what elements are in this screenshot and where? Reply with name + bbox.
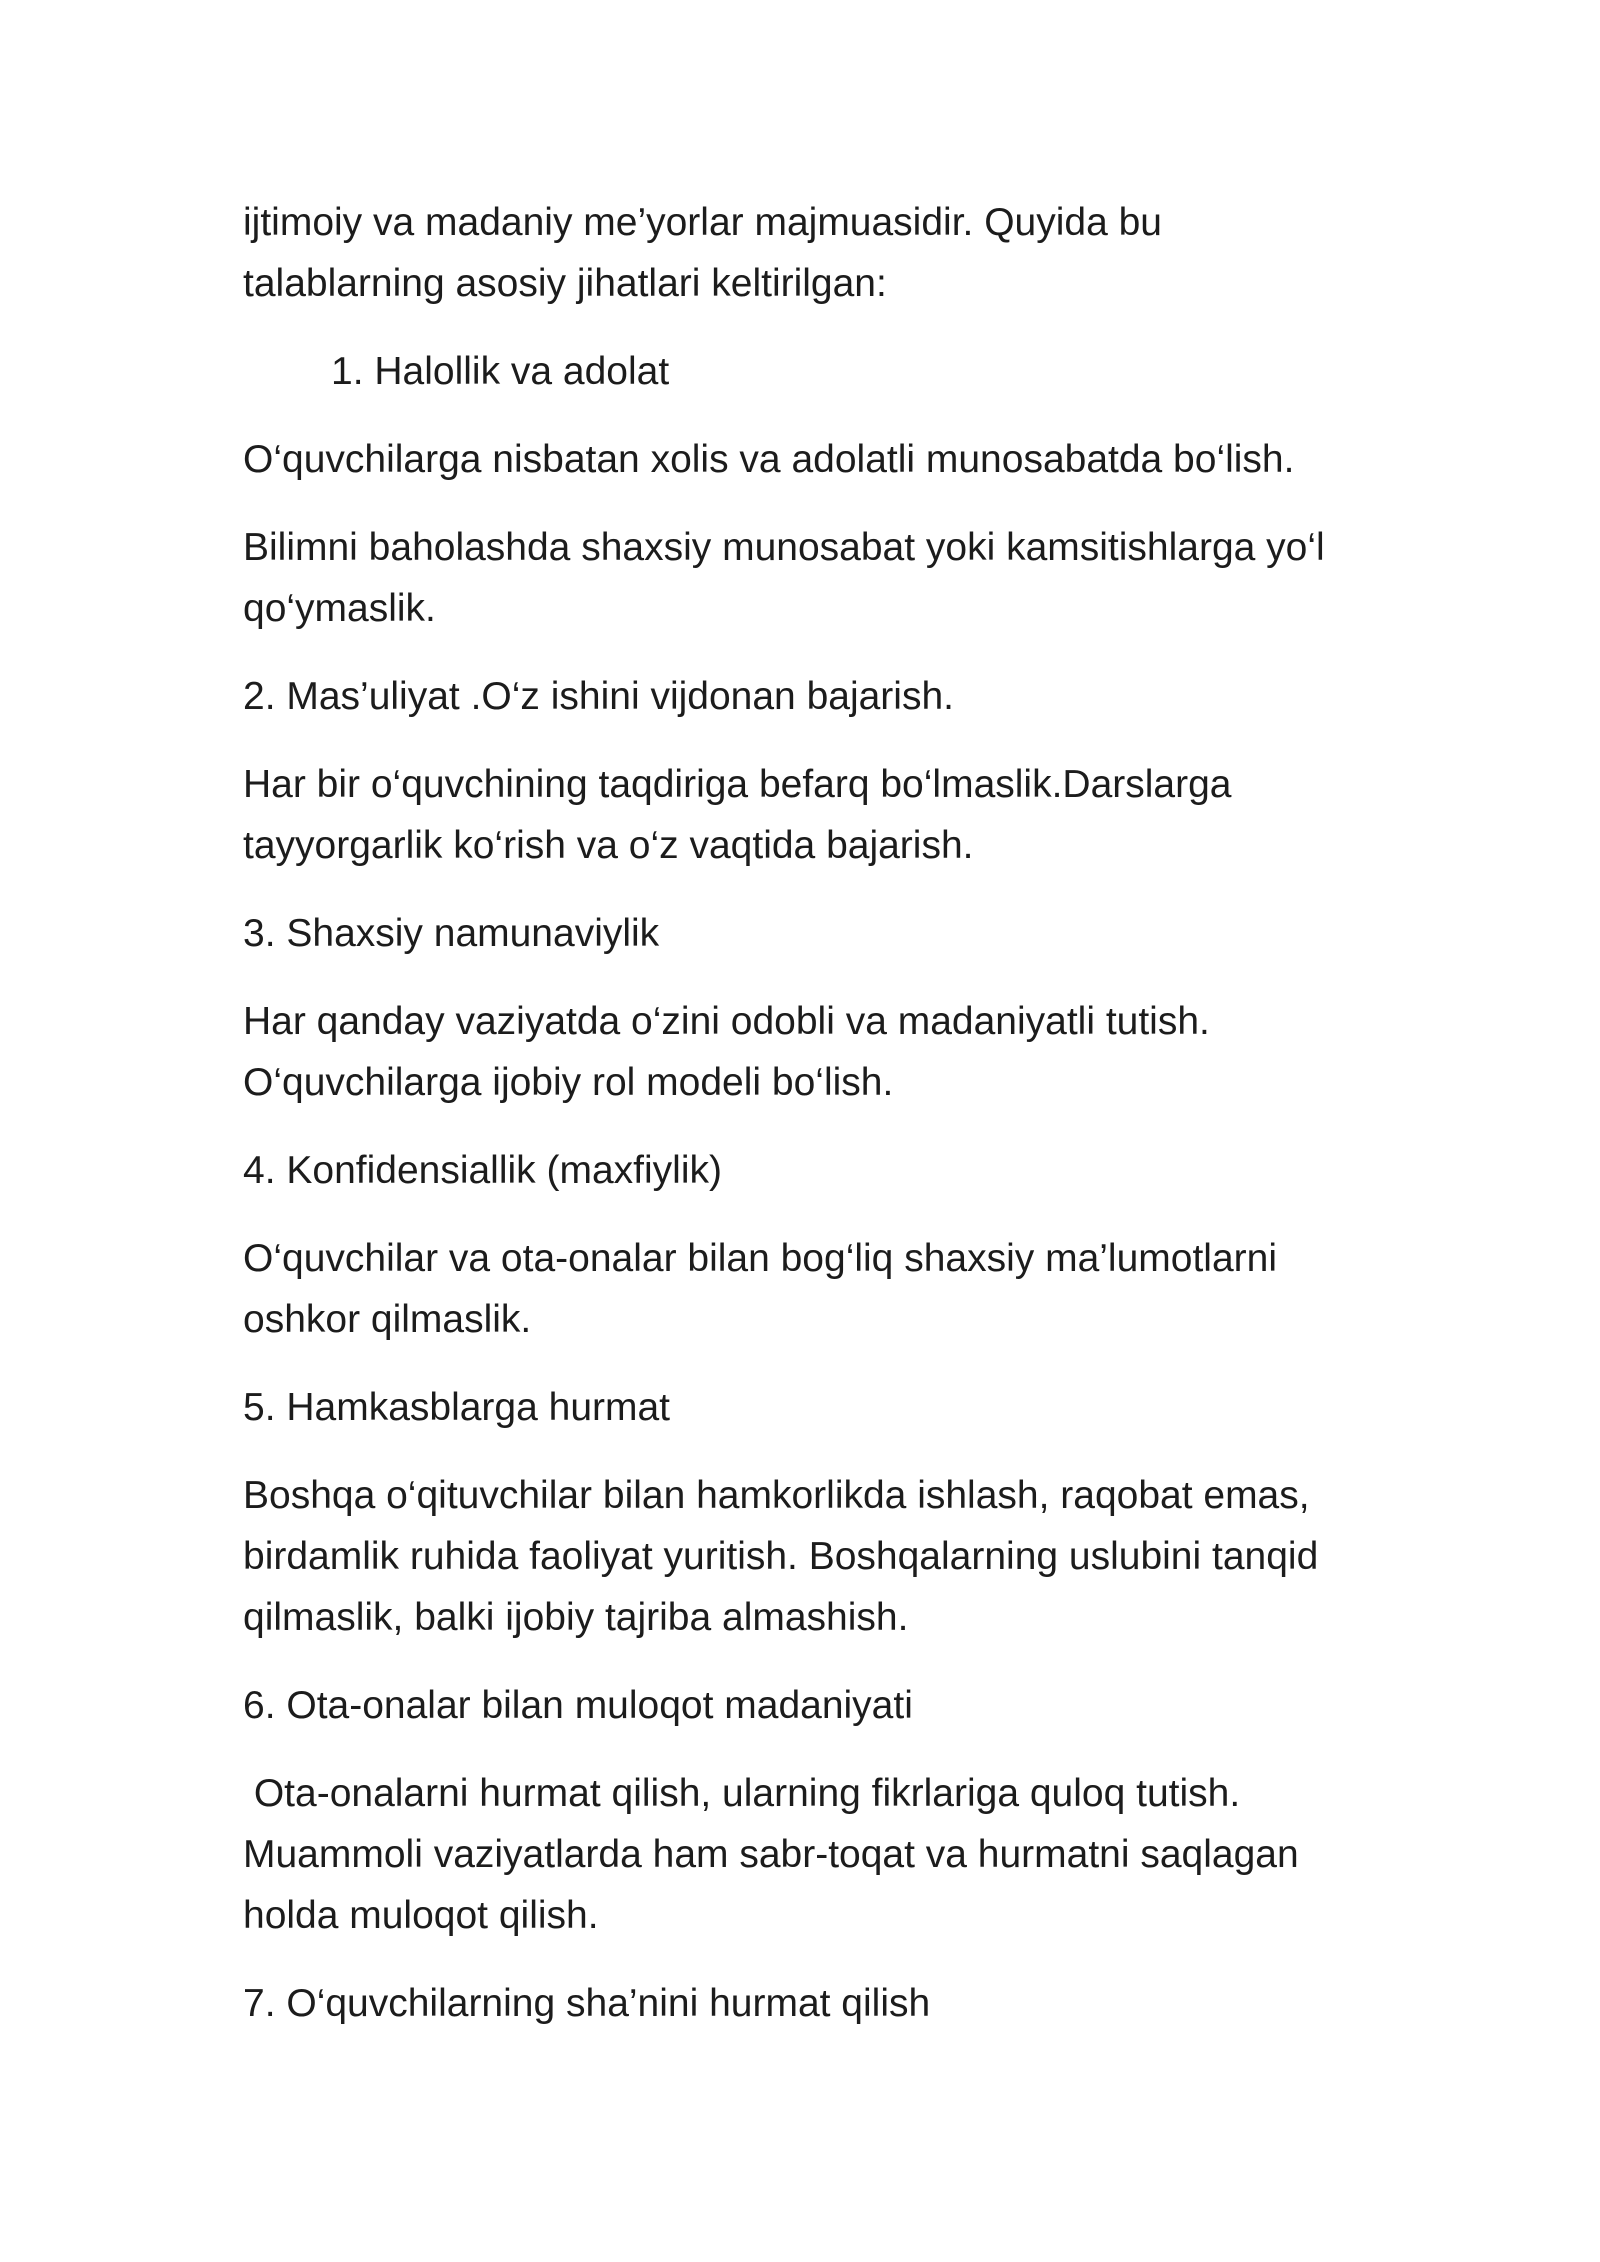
section-heading-2: 2. Mas’uliyat .O‘z ishini vijdonan bajarish. — [243, 675, 954, 718]
section-heading-1: 1. Halollik va adolat — [331, 350, 670, 393]
section-heading-7: 7. O‘quvchilarning sha’nini hurmat qilish — [243, 1982, 931, 2025]
paragraph-5: Boshqa o‘qituvchilar bilan hamkorlikda ishlash, raqobat emas, birdamlik ruhida faoliyat yuritish. Boshqalarning uslubini tanqid qilmaslik, balki ijobiy tajriba almashish. — [243, 1474, 1330, 1639]
section-heading-5: 5. Hamkasblarga hurmat — [243, 1386, 671, 1429]
paragraph-1a: O‘quvchilarga nisbatan xolis va adolatli munosabatda bo‘lish. — [243, 438, 1295, 481]
document-body — [243, 192, 1373, 2061]
paragraph-6: Ota-onalarni hurmat qilish, ularning fikrlariga quloq tutish. Muammoli vaziyatlarda ham sabr-toqat va hurmatni saqlagan holda muloqot qilish. — [243, 1772, 1310, 1937]
section-heading-3: 3. Shaxsiy namunaviylik — [243, 912, 660, 955]
paragraph-4: O‘quvchilar va ota-onalar bilan bog‘liq shaxsiy ma’lumotlarni oshkor qilmaslik. — [243, 1237, 1288, 1341]
paragraph-1b: Bilimni baholashda shaxsiy munosabat yoki kamsitishlarga yo‘l qo‘ymaslik. — [243, 526, 1336, 630]
paragraph-2: Har bir o‘quvchining taqdiriga befarq bo‘lmaslik.Darslarga tayyorgarlik ko‘rish va o‘z vaqtida bajarish. — [243, 763, 1243, 867]
section-heading-6: 6. Ota-onalar bilan muloqot madaniyati — [243, 1684, 913, 1727]
section-heading-4: 4. Konfidensiallik (maxfiylik) — [243, 1149, 722, 1192]
paragraph-intro: ijtimoiy va madaniy me’yorlar majmuasidir. Quyida bu talablarning asosiy jihatlari keltirilgan: — [243, 201, 1173, 305]
paragraph-3: Har qanday vaziyatda o‘zini odobli va madaniyatli tutish. O‘quvchilarga ijobiy rol modeli bo‘lish. — [243, 1000, 1221, 1104]
